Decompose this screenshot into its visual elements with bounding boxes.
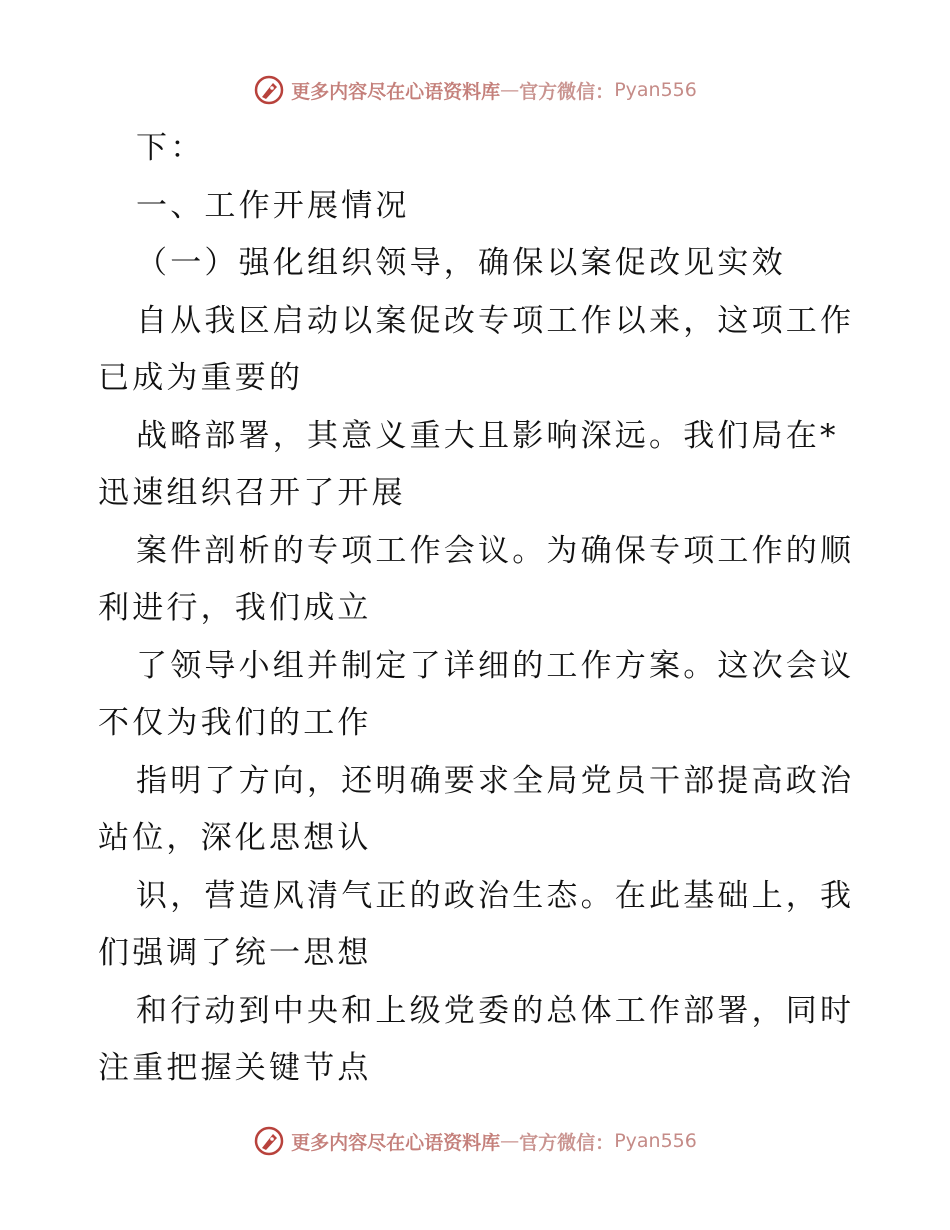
text-line: 们强调了统一思想 [98,935,372,971]
text-line: 已成为重要的 [98,360,304,396]
watermark-brand: 更多内容尽在心语资料库 [291,80,501,103]
text-line: 迅速组织召开了开展 [98,475,406,511]
text-line: 和行动到中央和上级党委的总体工作部署，同时 [136,992,855,1029]
text-line: 下： [136,130,205,166]
pen-nib-circle-icon [253,74,285,106]
watermark-separator: — [500,1130,520,1152]
text-line: 识，营造风清气正的政治生态。在此基础上，我 [136,877,855,914]
text-line: （一）强化组织领导，确保以案促改见实效 [136,245,786,281]
watermark-separator: — [500,79,520,101]
text-line: 注重把握关键节点 [98,1050,372,1086]
text-line: 不仅为我们的工作 [98,705,372,741]
header-watermark [0,70,950,110]
watermark-brand: 更多内容尽在心语资料库 [291,1131,501,1154]
text-line: 指明了方向，还明确要求全局党员干部提高政治 [136,762,855,799]
document-body [98,120,858,1098]
watermark-account: Pyan556 [614,1130,697,1152]
text-line: 利进行，我们成立 [98,590,372,626]
text-line: 战略部署，其意义重大且影响深远。我们局在* [136,417,839,454]
watermark-label: 官方微信： [519,80,615,103]
text-line: 案件剖析的专项工作会议。为确保专项工作的顺 [136,532,855,569]
footer-watermark [0,1121,950,1161]
text-line: 了领导小组并制定了详细的工作方案。这次会议 [136,647,855,684]
text-line: 自从我区启动以案促改专项工作以来，这项工作 [136,302,855,339]
text-line: 站位，深化思想认 [98,820,372,856]
pen-nib-circle-icon [253,1125,285,1157]
watermark-account: Pyan556 [614,79,697,101]
watermark-label: 官方微信： [519,1131,615,1154]
text-line: 一、工作开展情况 [136,187,410,224]
